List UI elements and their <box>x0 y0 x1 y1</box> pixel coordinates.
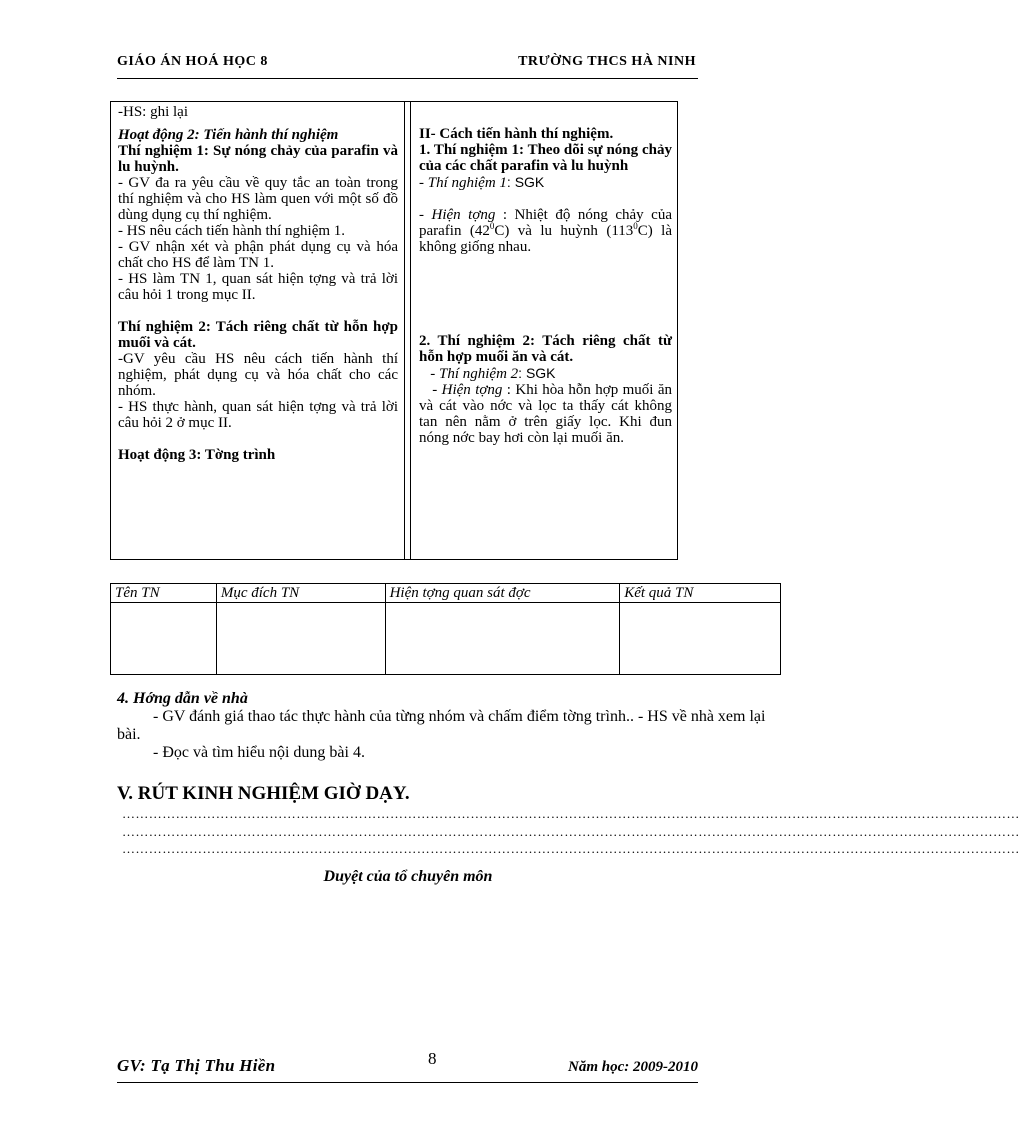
experiment-2-step: - HS thực hành, quan sát hiện tợng và trả lời câu hỏi 2 ở mục II. <box>118 399 398 431</box>
experiment-1-step: - GV nhận xét và phận phát dụng cụ và hóa chất cho HS để làm TN 1. <box>118 239 398 271</box>
section-2-title: II- Cách tiến hành thí nghiệm. <box>419 126 614 142</box>
homework-line: - Đọc và tìm hiểu nội dung bài 4. <box>153 744 365 761</box>
phenomenon-2-label: - Hiện tợng <box>419 382 503 398</box>
experiment-1-step: - GV đa ra yêu cầu về quy tắc an toàn trong thí nghiệm và cho HS làm quen với một số đồ dùng dụng cụ thí nghiệm. <box>118 175 398 223</box>
experiment-1-ref <box>419 174 672 191</box>
footer-school-year: Năm học: 2009-2010 <box>568 1059 698 1075</box>
homework-line: - GV đánh giá thao tác thực hành của từng nhóm và chấm điểm tờng trình.. - HS về nhà xem lại bài. <box>117 708 766 743</box>
experiment-1-step: - HS làm TN 1, quan sát hiện tợng và trả lời câu hỏi 1 trong mục II. <box>118 271 398 303</box>
experiment-1-title: Thí nghiệm 1: Sự nóng chảy của parafin và lu huỳnh. <box>118 143 398 175</box>
experiment-1-source: : SGK <box>506 174 545 190</box>
table-cell <box>111 603 217 675</box>
header-experiment-name: Tên TN <box>111 584 217 603</box>
table-cell <box>385 603 620 675</box>
dotted-line: ………………………………………………………………………………………………………………………………………………………………………………… <box>122 806 1020 821</box>
experiment-2-ref <box>419 365 672 382</box>
experiment-1-step: - HS nêu cách tiến hành thí nghiệm 1. <box>118 223 346 239</box>
homework-title: 4. Hớng dẫn về nhà <box>117 690 248 707</box>
degree-sup: 0 <box>633 221 638 231</box>
phenomenon-1-text-a: : Nhiệt độ nóng chảy của parafin (42 <box>419 207 673 239</box>
experiment-2-step: -GV yêu cầu HS nêu cách tiến hành thí nghiệm, phát dụng cụ và hóa chất cho các nhóm. <box>118 351 398 399</box>
experiment-2-source: : SGK <box>518 365 556 381</box>
results-header-row <box>111 584 781 603</box>
right-experiment-1-title: 1. Thí nghiệm 1: Theo dõi sự nóng chảy của các chất parafin và lu huỳnh <box>419 142 672 174</box>
header-right: TRƯỜNG THCS HÀ NINH <box>518 54 696 69</box>
page-number: 8 <box>428 1049 437 1068</box>
phenomenon-1-text-c: C) là không giống nhau. <box>419 223 672 255</box>
results-empty-row <box>111 603 781 675</box>
header-result: Kết quả TN <box>620 584 781 603</box>
phenomenon-1-text-b: C) và lu huỳnh (113 <box>494 223 634 239</box>
phenomenon-2-text: : Khi hòa hỗn hợp muối ăn và cát vào nớc và lọc ta thấy cát không tan nên nằm ở trên giấy lọc. Khi đun nóng nớc bay hơi còn lại muối ăn. <box>419 382 673 446</box>
right-experiment-2-title: 2. Thí nghiệm 2: Tách riêng chất từ hỗn hợp muối ăn và cát. <box>419 333 672 365</box>
phenomenon-1 <box>419 207 672 255</box>
table-cell <box>216 603 385 675</box>
footer-rule <box>117 1082 698 1083</box>
footer-teacher: GV: Tạ Thị Thu Hiền <box>117 1056 276 1075</box>
table-cell <box>620 603 781 675</box>
homework-section <box>117 690 767 762</box>
experiment-1-label: - Thí nghiệm 1 <box>419 175 507 191</box>
hs-note: -HS: ghi lại <box>118 104 188 120</box>
header-rule <box>117 78 698 79</box>
header-purpose: Mục đích TN <box>216 584 385 603</box>
reflection-title: V. RÚT KINH NGHIỆM GIỜ DẠY. <box>117 783 410 804</box>
activities-column <box>111 102 405 559</box>
degree-sup: 0 <box>489 221 495 231</box>
activity-2-title: Hoạt động 2: Tiến hành thí nghiệm <box>118 127 339 143</box>
dotted-line: ………………………………………………………………………………………………………………………………………………………………………………… <box>122 841 1020 856</box>
results-table <box>110 583 781 675</box>
approval-label: Duyệt của tổ chuyên môn <box>323 868 493 885</box>
phenomenon-2 <box>419 382 672 446</box>
dotted-line: ………………………………………………………………………………………………………………………………………………………………………………… <box>122 824 1020 839</box>
phenomenon-1-label: - Hiện tợng <box>419 207 496 223</box>
activity-3-title: Hoạt động 3: Tờng trình <box>118 447 276 463</box>
experiment-2-title: Thí nghiệm 2: Tách riêng chất từ hỗn hợp muối và cát. <box>118 319 398 351</box>
header-left: GIÁO ÁN HOÁ HỌC 8 <box>117 54 268 69</box>
column-divider <box>410 102 411 559</box>
header-observation: Hiện tợng quan sát đợc <box>385 584 620 603</box>
content-column <box>412 102 678 559</box>
lesson-table <box>110 101 678 560</box>
experiment-2-label: - Thí nghiệm 2 <box>419 366 519 382</box>
